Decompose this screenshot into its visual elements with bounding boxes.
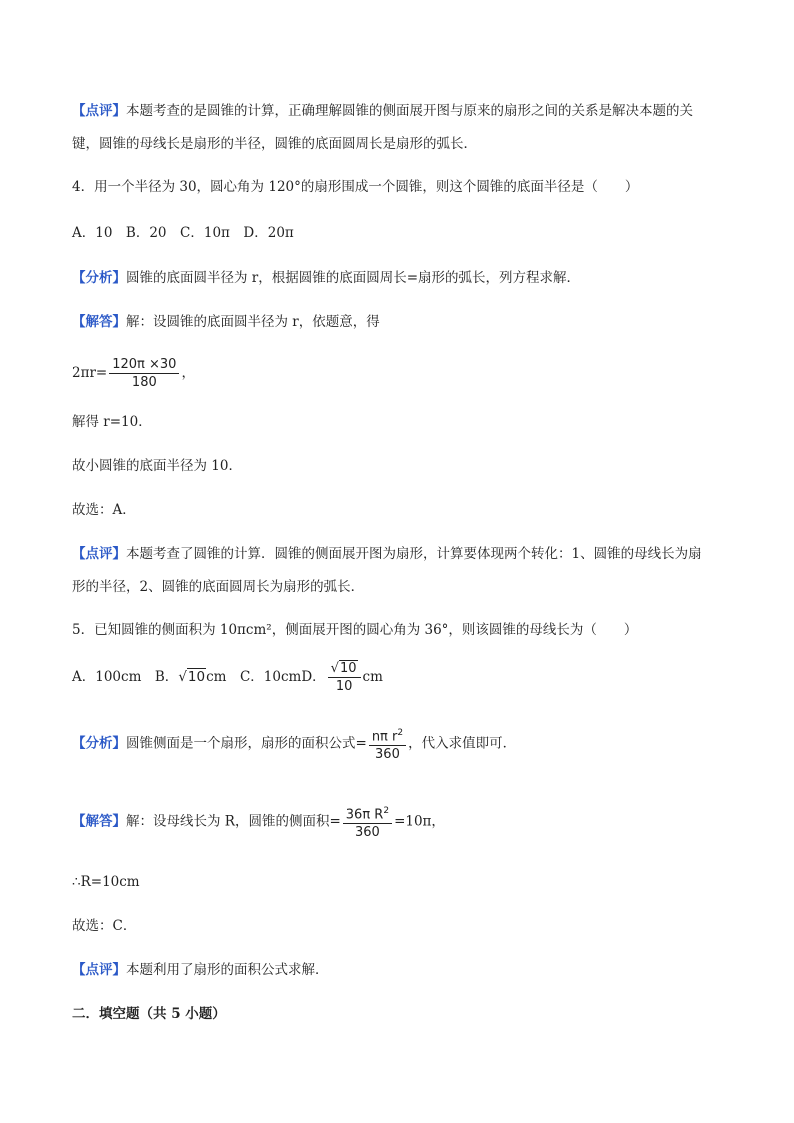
question-4-comment-2: 形的半径，2、圆锥的底面圆周长为扇形的弧长． <box>72 579 365 595</box>
question-5-step-1: ∴R=10cm <box>72 874 140 890</box>
solution-tag: 【解答】 <box>72 813 126 830</box>
sector-area-formula: $\frac{n\pi r^2}{360}$ <box>369 725 406 763</box>
analysis-tag: 【分析】 <box>72 735 126 752</box>
question-5-comment: 【点评】本题利用了扇形的面积公式求解． <box>72 962 329 978</box>
question-4-equation: 2πr= $\frac{120\pi \times 30}{180}$ ， <box>72 357 195 390</box>
analysis-tag: 【分析】 <box>72 270 126 286</box>
comment-tag: 【点评】 <box>72 103 126 119</box>
sqrt-expression: √10 <box>178 669 206 685</box>
question-5-answer: 故选：C． <box>72 918 137 934</box>
question-4-options: A．10 B．20 C．10π D．20π <box>72 225 294 241</box>
section-heading: 二．填空题（共 5 小题） <box>72 1006 226 1022</box>
question-4-comment-1: 【点评】本题考查了圆锥的计算．圆锥的侧面展开图为扇形，计算要体现两个转化：1、圆锥的母线长为扇 <box>72 546 702 562</box>
question-4-step-1: 解得 r=10． <box>72 414 152 430</box>
solution-tag: 【解答】 <box>72 314 126 330</box>
question-4-solution: 【解答】解：设圆锥的底面圆半径为 r，依题意，得 <box>72 314 380 330</box>
question-5-solution: 【解答】解：设母线长为 R，圆锥的侧面积= $\frac{36\pi R^2}{360}$ =10π， <box>72 803 445 841</box>
lateral-area-formula: $\frac{36\pi R^2}{360}$ <box>343 803 392 841</box>
question-4-answer: 故选：A． <box>72 502 136 518</box>
equation-fraction: $\frac{120\pi \times 30}{180}$ <box>109 356 179 391</box>
question-4-stem: 4．用一个半径为 30，圆心角为 120°的扇形围成一个圆锥，则这个圆锥的底面半径是（ ） <box>72 179 639 195</box>
comment-line-2: 键，圆锥的母线长是扇形的半径，圆锥的底面圆周长是扇形的弧长． <box>72 136 477 152</box>
question-5-options: A．100cm B．√10cm C．10cmD． $\frac{√10}{10}$ cm <box>72 661 383 694</box>
question-4-step-2: 故小圆锥的底面半径为 10． <box>72 458 242 474</box>
question-4-analysis: 【分析】圆锥的底面圆半径为 r，根据圆锥的底面圆周长=扇形的弧长，列方程求解． <box>72 270 581 286</box>
comment-line-1: 【点评】本题考查的是圆锥的计算，正确理解圆锥的侧面展开图与原来的扇形之间的关系是解决本题的关 <box>72 103 693 119</box>
question-5-analysis: 【分析】圆锥侧面是一个扇形，扇形的面积公式= $\frac{n\pi r^2}{360}$ ，代入求值即可． <box>72 725 516 763</box>
comment-tag: 【点评】 <box>72 962 126 978</box>
comment-tag: 【点评】 <box>72 546 126 562</box>
option-d-fraction: $\frac{√10}{10}$ <box>328 660 361 695</box>
question-5-stem: 5．已知圆锥的侧面积为 10πcm²，侧面展开图的圆心角为 36°，则该圆锥的母线长为（ ） <box>72 622 638 638</box>
